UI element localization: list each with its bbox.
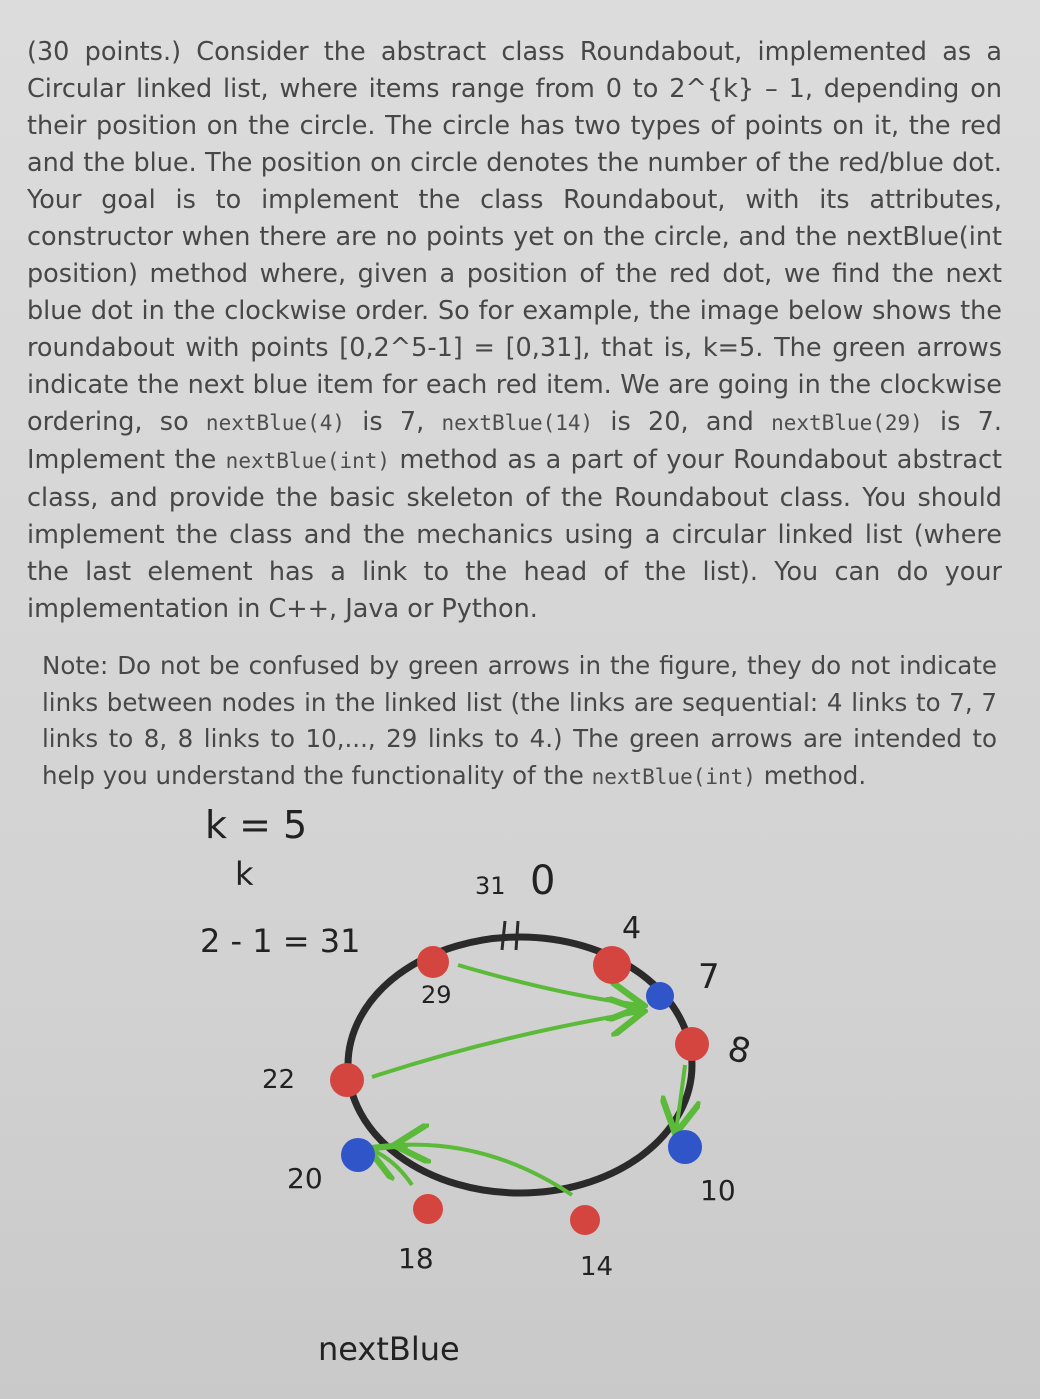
label-10: 10 xyxy=(700,1174,736,1207)
figure-caption: nextBlue xyxy=(318,1330,460,1368)
roundabout-circle xyxy=(348,937,692,1193)
code-nextblue-int: nextBlue(int) xyxy=(225,449,391,473)
label-14: 14 xyxy=(580,1252,614,1282)
roundabout-figure xyxy=(0,790,1040,1399)
arrow-22-to-7 xyxy=(372,1012,640,1077)
label-7: 7 xyxy=(698,957,720,997)
dot-20 xyxy=(341,1138,375,1172)
annotation-pow: 2 - 1 = 31 xyxy=(200,922,361,960)
problem-intro: (30 points.) Consider the abstract class Roundabout, implemented as a Circular linked list, where items range from 0 to 2^{k} – 1, depending on their position on the circle. The circle has two types of points on it, the red and the blue. The position on circle denotes the number of the red/blue dot. Your goal is to implement the class Roundabout, with its attributes, constructor when there are no points yet on the circle, and the nextBlue(int position) method where, given a position of the red dot, we find the next blue dot in the clockwise order. So for example, the image below shows the roundabout with points [0,2^5-1] = [0,31], that is, k=5. The green arrows indicate the next blue item for each red item. We are going in the clockwise ordering, so xyxy=(27,37,1002,437)
label-8: 8 xyxy=(723,1028,755,1073)
note-paragraph xyxy=(42,648,997,795)
annotation-k-eq: k = 5 xyxy=(205,803,308,847)
dot-18 xyxy=(413,1194,443,1224)
dot-10 xyxy=(668,1130,702,1164)
problem-statement xyxy=(27,34,1002,628)
problem-text-2: is 20, and xyxy=(593,407,772,437)
label-31: 31 xyxy=(475,872,506,900)
label-22: 22 xyxy=(262,1065,296,1095)
dot-29 xyxy=(417,946,449,978)
tick-cross xyxy=(492,936,540,938)
label-29: 29 xyxy=(421,981,452,1009)
code-nextblue-14: nextBlue(14) xyxy=(441,411,594,435)
dot-14 xyxy=(570,1205,600,1235)
code-nextblue-4: nextBlue(4) xyxy=(205,411,345,435)
dot-8 xyxy=(675,1027,709,1061)
problem-text-1: is 7, xyxy=(345,407,442,437)
note-text: Note: Do not be confused by green arrows in the figure, they do not indicate links between nodes in the linked list (the links are sequential: 4 links to 7, 7 links to 8, 8 links to 10,..., 29 links to 4.) The green arrows are intended to help you understand the functionality of the xyxy=(42,651,997,790)
label-4: 4 xyxy=(622,911,642,946)
annotation-k-sup: k xyxy=(235,855,254,893)
note-code: nextBlue(int) xyxy=(591,764,756,789)
label-18: 18 xyxy=(398,1242,434,1275)
label-20: 20 xyxy=(287,1162,323,1195)
label-0: 0 xyxy=(530,858,556,904)
arrow-18-to-20 xyxy=(372,1150,412,1185)
tick-31 xyxy=(502,921,505,950)
dot-22 xyxy=(330,1063,364,1097)
note-tail: method. xyxy=(755,760,867,790)
problem-paragraph xyxy=(27,34,1002,628)
problem-text-4: method as a part of your Roundabout abstract class, and provide the basic skeleton of the Roundabout class. You should implement the class and the mechanics using a circular linked list (where the last element has a link to the head of the list). You can do your implementation in C++, Java or Python. xyxy=(27,445,1002,624)
problem-text-3: is 7. Implement the xyxy=(27,407,1002,475)
dot-7 xyxy=(646,982,674,1010)
code-nextblue-29: nextBlue(29) xyxy=(771,411,923,435)
dot-4 xyxy=(593,946,631,984)
